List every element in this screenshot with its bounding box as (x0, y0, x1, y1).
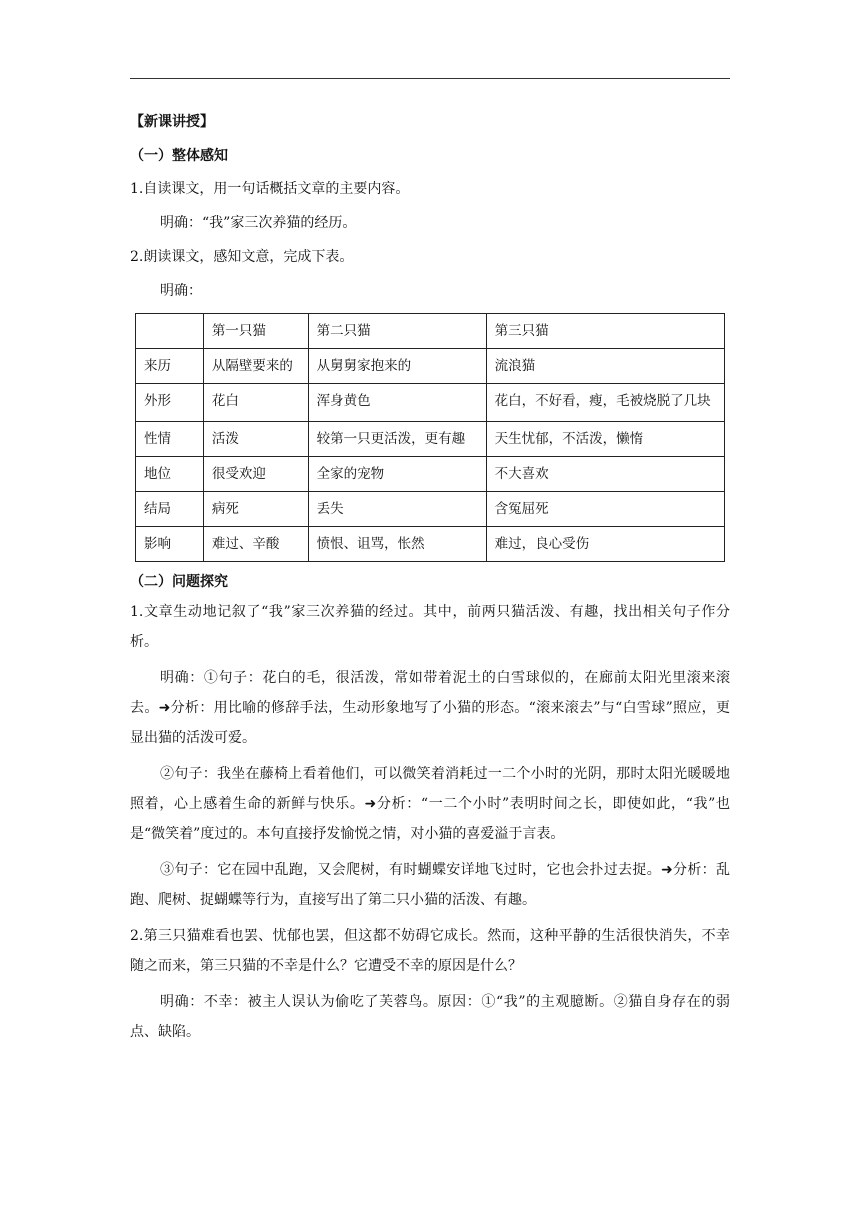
table-cell: 天生忧郁，不活泼，懒惰 (486, 422, 724, 457)
table-cell: 不大喜欢 (486, 457, 724, 492)
answer-2-label: 明确： (160, 283, 202, 299)
table-row (136, 527, 725, 562)
table-row (136, 457, 725, 492)
analysis-paragraph-3: ③句子：它在园中乱跑，又会爬树，有时蝴蝶安详地飞过时，它也会扑过去捉。➜分析：乱跑、爬树、捉蝴蝶等行为，直接写出了第二只小猫的活泼、有趣。 (130, 862, 730, 908)
analysis-paragraph-1: 明确：①句子：花白的毛，很活泼，常如带着泥土的白雪球似的，在廊前太阳光里滚来滚去。➜分析：用比喻的修辞手法，生动形象地写了小猫的形态。“滚来滚去”与“白雪球”照应，更显出猫的活泼可爱。 (130, 670, 730, 746)
subsection-heading-overall: （一）整体感知 (130, 148, 228, 164)
table-row (136, 492, 725, 527)
document-body (130, 112, 730, 1047)
table-row (136, 384, 725, 422)
row-label: 来历 (136, 349, 204, 384)
table-cell: 从隔壁要来的 (203, 349, 308, 384)
table-cell: 难过，良心受伤 (486, 527, 724, 562)
table-cell: 较第一只更活泼，更有趣 (308, 422, 486, 457)
header-rule (130, 78, 730, 79)
row-label: 性情 (136, 422, 204, 457)
table-cell: 愤恨、诅骂，怅然 (308, 527, 486, 562)
table-header-cell: 第二只猫 (308, 314, 486, 349)
question-2: 2.朗读课文，感知文意，完成下表。 (130, 249, 354, 265)
section-heading-new-lesson: 【新课讲授】 (130, 114, 214, 130)
row-label: 结局 (136, 492, 204, 527)
table-row (136, 349, 725, 384)
table-cell: 病死 (203, 492, 308, 527)
table-cell: 活泼 (203, 422, 308, 457)
table-cell: 从舅舅家抱来的 (308, 349, 486, 384)
row-label: 影响 (136, 527, 204, 562)
table-cell: 全家的宠物 (308, 457, 486, 492)
table-header-cell: 第三只猫 (486, 314, 724, 349)
cat-comparison-table (135, 313, 725, 562)
question-1: 1.自读课文，用一句话概括文章的主要内容。 (130, 181, 410, 197)
table-cell: 很受欢迎 (203, 457, 308, 492)
table-cell: 难过、辛酸 (203, 527, 308, 562)
row-label: 地位 (136, 457, 204, 492)
table-cell: 含冤屈死 (486, 492, 724, 527)
table-cell: 浑身黄色 (308, 384, 486, 422)
row-label: 外形 (136, 384, 204, 422)
table-cell: 花白，不好看，瘦，毛被烧脱了几块 (486, 384, 724, 422)
analysis-paragraph-2: ②句子：我坐在藤椅上看着他们，可以微笑着消耗过一二个小时的光阴，那时太阳光暖暖地照着，心上感着生命的新鲜与快乐。➜分析：“一二个小时”表明时间之长，即使如此，“我”也是“微笑着”度过的。本句直接抒发愉悦之情，对小猫的喜爱溢于言表。 (130, 766, 730, 842)
table-cell: 丢失 (308, 492, 486, 527)
inquiry-question-1: 1.文章生动地记叙了“我”家三次养猫的经过。其中，前两只猫活泼、有趣，找出相关句子作分析。 (130, 604, 730, 650)
table-header-cell (136, 314, 204, 349)
table-cell: 流浪猫 (486, 349, 724, 384)
subsection-heading-inquiry: （二）问题探究 (130, 574, 228, 590)
table-header-row (136, 314, 725, 349)
table-cell: 花白 (203, 384, 308, 422)
table-row (136, 422, 725, 457)
answer-paragraph-2: 明确：不幸：被主人误认为偷吃了芙蓉鸟。原因：①“我”的主观臆断。②猫自身存在的弱点、缺陷。 (130, 994, 730, 1040)
table-header-cell: 第一只猫 (203, 314, 308, 349)
answer-1: 明确：“我”家三次养猫的经历。 (160, 215, 357, 231)
inquiry-question-2: 2.第三只猫难看也罢、忧郁也罢，但这都不妨碍它成长。然而，这种平静的生活很快消失，不幸随之而来，第三只猫的不幸是什么？它遭受不幸的原因是什么？ (130, 928, 730, 974)
